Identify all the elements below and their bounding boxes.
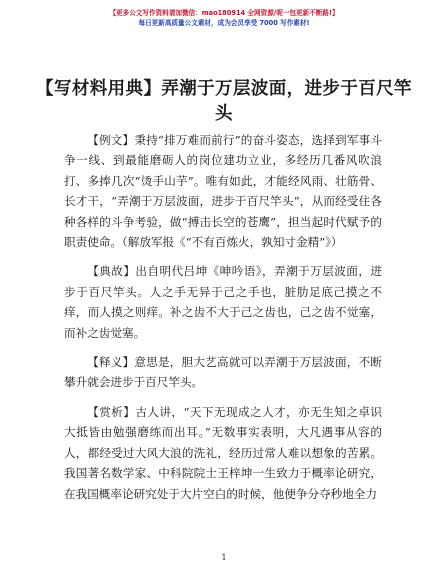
section-text: 出自明代吕坤《呻吟语》，弄潮于万层波面，进步于百尺竿头。人之手无异于己之手也，脏肋足底己摸之不痒，而人摸之则痒。补之齿不大于己之齿也，己之齿不觉塞，而补之齿觉塞。 [64, 264, 382, 340]
section-origin [64, 261, 382, 343]
section-meaning [64, 352, 382, 393]
promo-banner [0, 8, 448, 28]
section-appreciation [64, 402, 382, 504]
section-tag: 【赏析】 [87, 404, 136, 419]
section-text: 秉持“排万难而前行”的奋斗姿态，选择到军事斗争一线、到最能磨砺人的岗位建功立业，多经历几番风吹浪打、多捧几次“烫手山芋”。唯有如此，才能经风雨、壮筋骨、长才干，“弄潮于万层波面，进步于百尺竿头”，从而经受住各种各样的斗争考验，做“搏击长空的苍鹰”，担当起时代赋予的职责使命。（解放军报《“不有百炼火，孰知寸金精”》） [64, 133, 382, 250]
page-number: 1 [221, 553, 227, 562]
section-example [64, 130, 382, 252]
promo-line-2: 每日更新高质量公文素材，成为会员享受 7000 写作素材! [138, 19, 310, 27]
document-body [64, 130, 382, 513]
promo-line-1: 【更多公文写作资料请加微信：mao180914 全网资源/呢一包更新不断路!】 [109, 9, 339, 17]
section-tag: 【典故】 [87, 264, 136, 279]
section-text: 意思是，胆大艺高就可以弄潮于万层波面，不断攀升就会进步于百尺竿头。 [64, 355, 382, 390]
document-title: 【写材料用典】弄潮于万层波面，进步于百尺竿头 [36, 79, 412, 124]
section-tag: 【释义】 [87, 355, 135, 370]
section-text: 古人讲，“天下无现成之人才，亦无生知之卓识大抵皆由勉强磨练而出耳。”无数事实表明，大凡遇事从容的人，都经受过大风大浪的洗礼，经历过常人难以想象的苦累。我国著名数学家、中科院院士王梓坤一生致力于概率论研究，在我国概率论研究处于大片空白的时候，他便争分夺秒地全力 [64, 404, 382, 501]
section-tag: 【例文】 [87, 133, 135, 147]
